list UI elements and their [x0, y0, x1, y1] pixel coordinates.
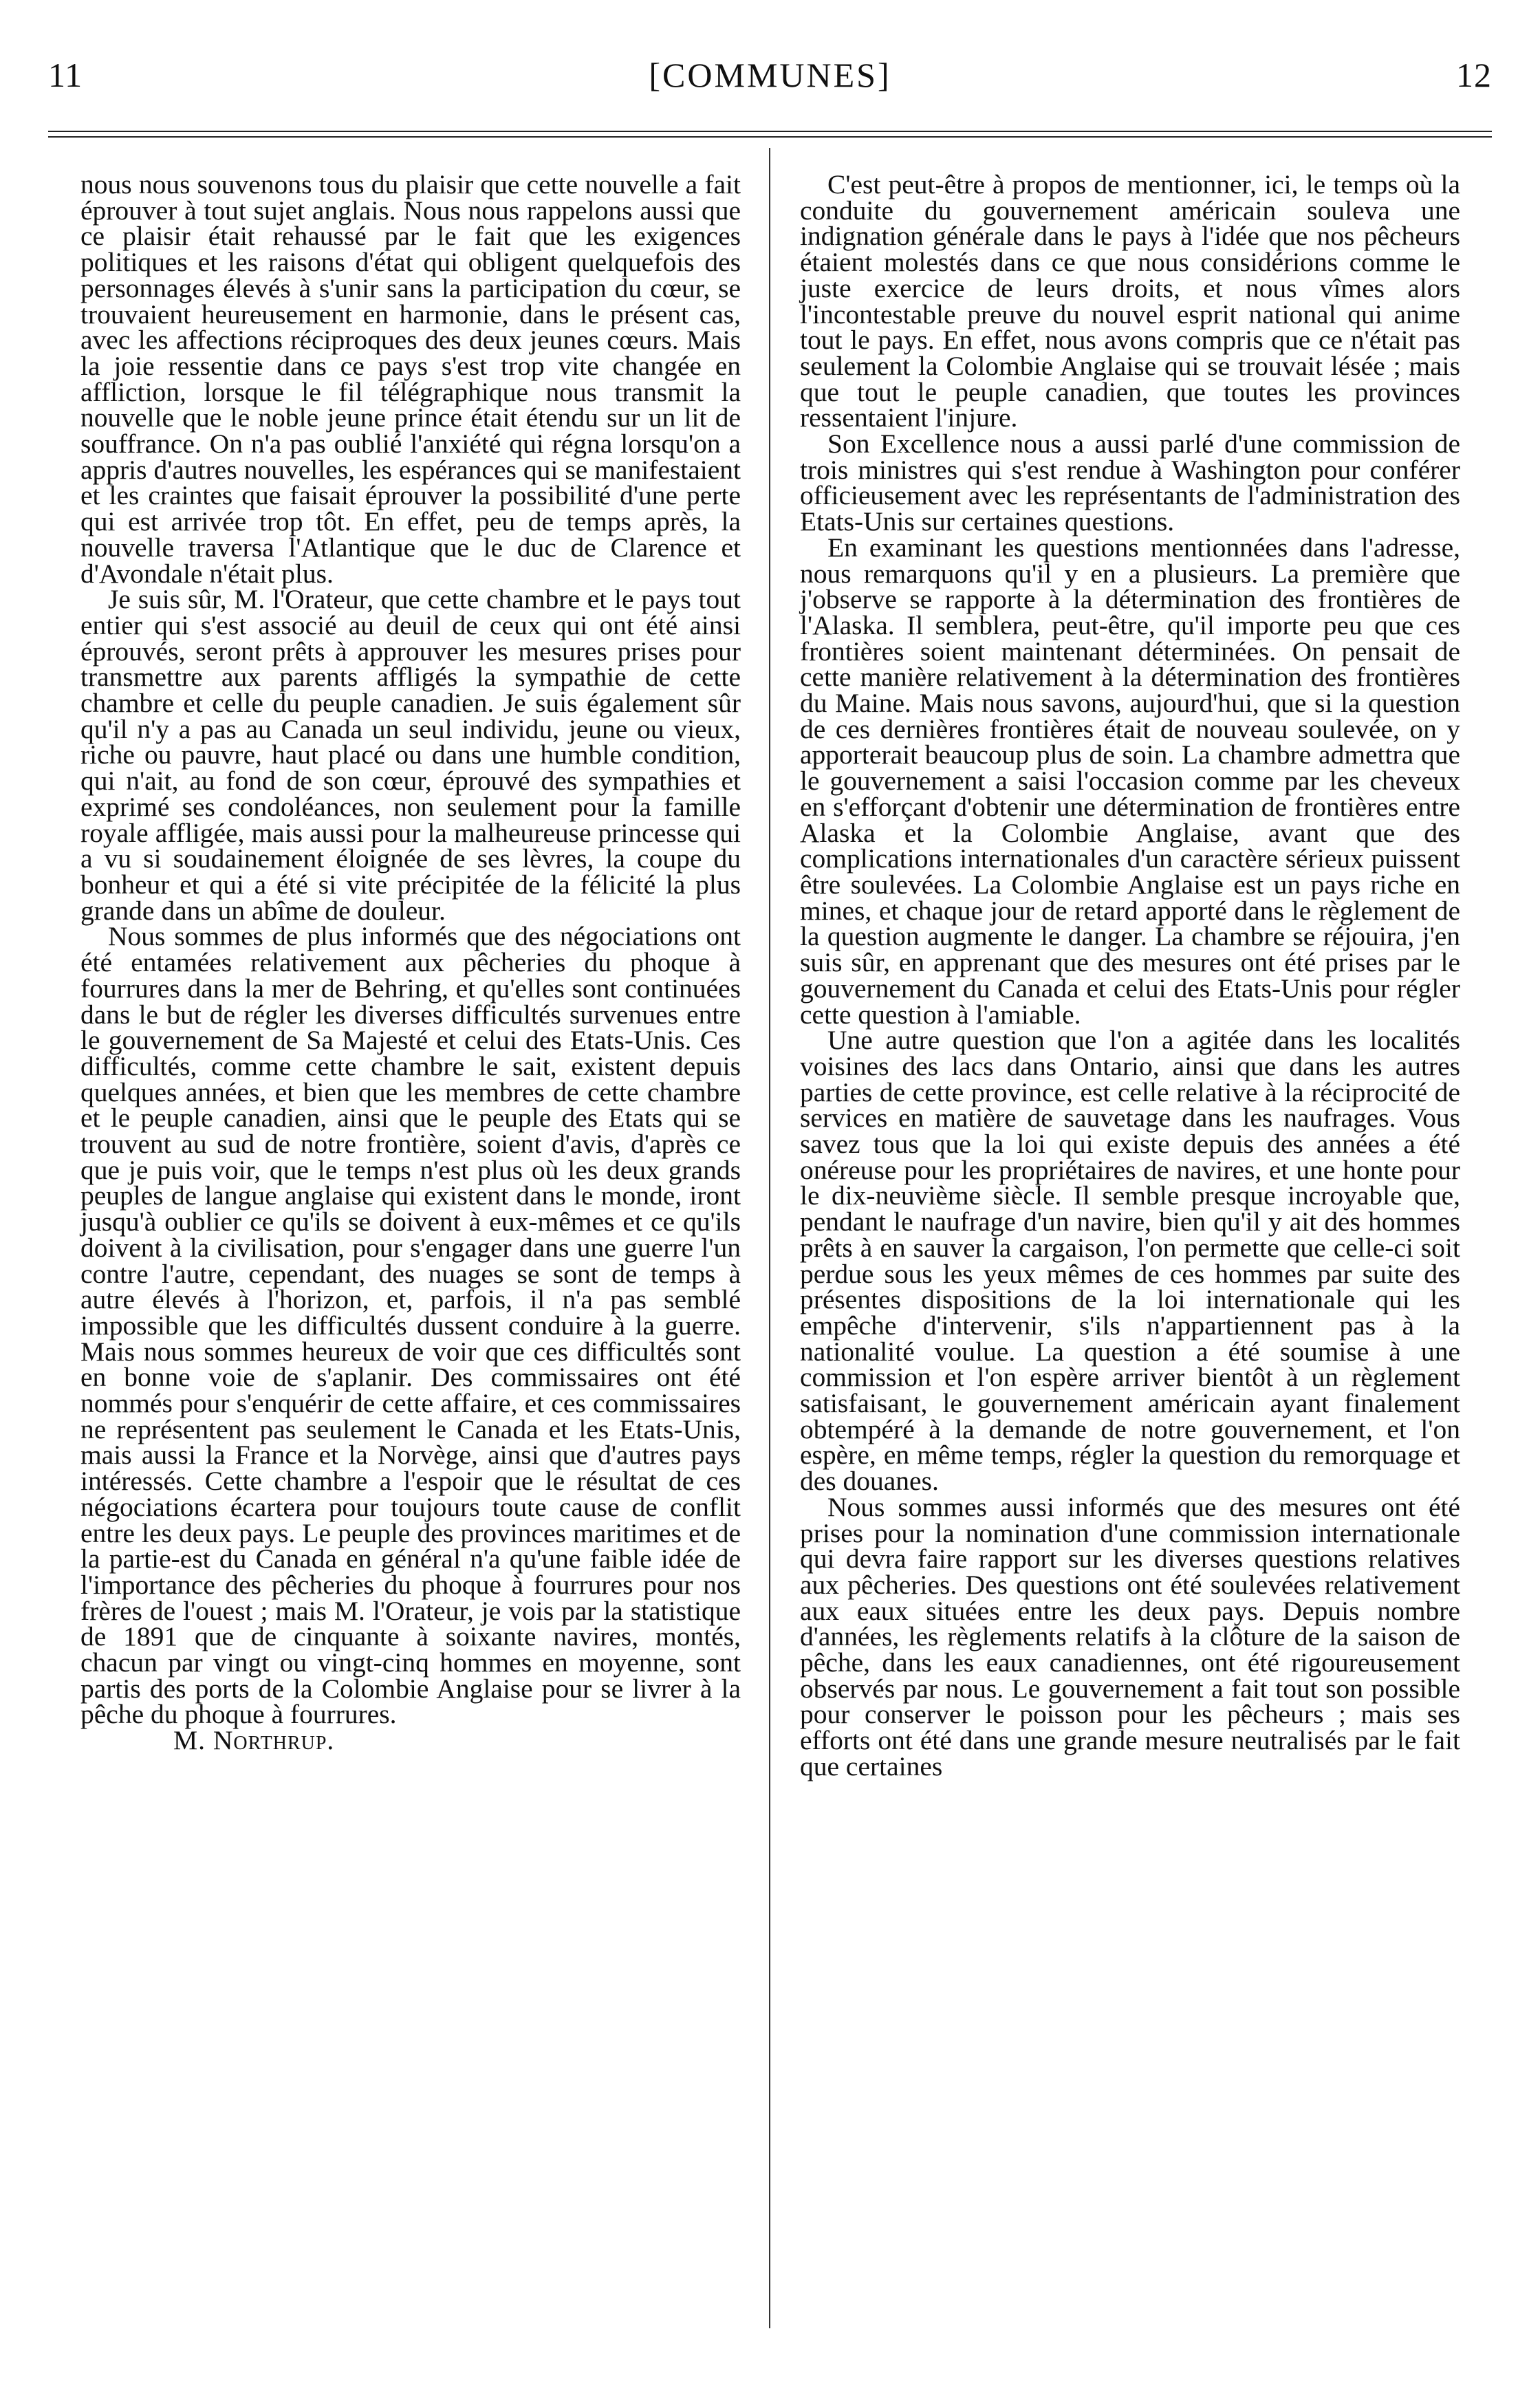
- right-column: [800, 169, 1460, 1781]
- left-column: [80, 169, 741, 1756]
- section-title: [COMMUNES]: [649, 56, 891, 94]
- paragraph: Je suis sûr, M. l'Orateur, que cette chambre et le pays tout entier qui s'est associé au deuil de ceux qui ont été ainsi éprouvés, seront prêts à approuver les mesures prises pour transmettre aux parents affligés la sympathie de cette chambre et celle du peuple canadien. Je suis également sûr qu'il n'y a pas au Canada un seul individu, jeune ou vieux, riche ou pauvre, haut placé ou dans une humble condition, qui n'ait, au fond de son cœur, éprouvé des sympathies et exprimé ses condoléances, non seulement pour la famille royale affligée, mais aussi pour la malheureuse princesse qui a vu si soudainement éloignée de ses lèvres, la coupe du bonheur et qui a été si vite précipitée de la félicité la plus grande dans un abîme de douleur.: [80, 584, 741, 926]
- column-divider: [769, 148, 770, 2328]
- paragraph: Son Excellence nous a aussi parlé d'une commission de trois ministres qui s'est rendue à Washington pour conférer officieusement avec les représentants de l'administration des Etats-Unis sur certaines questions.: [800, 429, 1460, 537]
- page-number-left: 11: [48, 56, 83, 94]
- header-rule-bottom: [48, 136, 1492, 138]
- page-number-right: 12: [1456, 56, 1492, 94]
- paragraph: C'est peut-être à propos de mentionner, ici, le temps où la conduite du gouvernement américain souleva une indignation générale dans le pays à l'idée que nos pêcheurs étaient molestés dans ce que nous considérions comme le juste exercice de leurs droits, et nous vîmes alors l'incontestable preuve du nouvel esprit national qui anime tout le pays. En effet, nous avons compris que ce n'était pas seulement la Colombie Anglaise qui se trouvait lésée ; mais que tout le peuple canadien, que toutes les provinces ressentaient l'injure.: [800, 169, 1460, 433]
- paragraph: En examinant les questions mentionnées dans l'adresse, nous remarquons qu'il y en a plusieurs. La première que j'observe se rapporte à la détermination des frontières de l'Alaska. Il semblera, peut-être, qu'il importe peu que ces frontières soient maintenant déterminées. On pensait de cette manière relativement à la détermination des frontières du Maine. Mais nous savons, aujourd'hui, que si la question de ces dernières frontières était de nouveau soulevée, on y apporterait beaucoup plus de soin. La chambre admettra que le gouvernement a saisi l'occasion comme par les cheveux en s'efforçant d'obtenir une détermination de frontières entre Alaska et la Colombie Anglaise, avant que des complications internationales d'un caractère sérieux puissent être soulevées. La Colombie Anglaise est un pays riche en mines, et chaque jour de retard apporté dans le règlement de la question augmente le danger. La chambre se réjouira, j'en suis sûr, en apprenant que des mesures ont été prises par le gouvernement du Canada et celui des Etats-Unis pour régler cette question à l'amiable.: [800, 532, 1460, 1030]
- paragraph: Nous sommes de plus informés que des négociations ont été entamées relativement aux pêcheries du phoque à fourrures dans la mer de Behring, et qu'elles sont continuées dans le but de régler les diverses difficultés survenues entre le gouvernement de Sa Majesté et celui des Etats-Unis. Ces difficultés, comme cette chambre le sait, existent depuis quelques années, et bien que les membres de cette chambre et le peuple canadien, ainsi que le peuple des Etats qui se trouvent au sud de notre frontière, soient d'avis, d'après ce que je puis voir, que le temps n'est plus où les deux grands peuples de langue anglaise qui existent dans le monde, iront jusqu'à oublier ce qu'ils se doivent à eux-mêmes et ce qu'ils doivent à la civilisation, pour s'engager dans une guerre l'un contre l'autre, cependant, des nuages se sont de temps à autre élevés à l'horizon, et, parfois, il n'a pas semblé impossible que les difficultés dussent conduire à la guerre. Mais nous sommes heureux de voir que ces difficultés sont en bonne voie de s'aplanir. Des commissaires ont été nommés pour s'enquérir de cette affaire, et ces commissaires ne représentent pas seulement le Canada et les Etats-Unis, mais aussi la France et la Norvège, ainsi que d'autres pays intéressés. Cette chambre a l'espoir que le résultat de ces négociations écartera pour toujours toute cause de conflit entre les deux pays. Le peuple des provinces maritimes et de la partie-est du Canada en général n'a qu'une faible idée de l'importance des pêcheries du phoque à fourrures pour nos frères de l'ouest ; mais M. l'Orateur, je vois par la statistique de 1891 que de cinquante à soixante navires, montés, chacun par vingt ou vingt-cinq hommes en moyenne, sont partis des ports de la Colombie Anglaise pour se livrer à la pêche du phoque à fourrures.: [80, 921, 741, 1730]
- page-header: [48, 48, 1492, 103]
- paragraph: Nous sommes aussi informés que des mesures ont été prises pour la nomination d'une commission internationale qui devra faire rapport sur les diverses questions relatives aux pêcheries. Des questions ont été soulevées relativement aux eaux situées entre les deux pays. Depuis nombre d'années, les règlements relatifs à la clôture de la saison de pêche, dans les eaux canadiennes, ont été rigoureusement observés par nous. Le gouvernement a fait tout son possible pour conserver le poisson pour les pêcheurs ; mais ses efforts ont été dans une grande mesure neutralisés par le fait que certaines: [800, 1491, 1460, 1781]
- paragraph: nous nous souvenons tous du plaisir que cette nouvelle a fait éprouver à tout sujet anglais. Nous nous rappelons aussi que ce plaisir était rehaussé par le fait que les exigences politiques et les raisons d'état qui obligent quelquefois des personnages élevés à s'unir sans la participation du cœur, se trouvaient heureusement en harmonie, dans le présent cas, avec les affections réciproques des deux jeunes cœurs. Mais la joie ressentie dans ce pays s'est trop vite changée en affliction, lorsque le fil télégraphique nous transmit la nouvelle que le noble jeune prince était étendu sur un lit de souffrance. On n'a pas oublié l'anxiété qui régna lorsqu'on a appris d'autres nouvelles, les espérances qui se manifestaient et les craintes que faisait éprouver la possibilité d'une perte qui est arrivée trop tôt. En effet, peu de temps après, la nouvelle traversa l'Atlantique que le duc de Clarence et d'Avondale n'était plus.: [80, 169, 741, 589]
- paragraph: Une autre question que l'on a agitée dans les localités voisines des lacs dans Ontario, ainsi que dans les autres parties de cette province, est celle relative à la réciprocité de services en matière de sauvetage dans les naufrages. Vous savez tous que la loi qui existe depuis des années a été onéreuse pour les propriétaires de navires, et une honte pour le dix-neuvième siècle. Il semble presque incroyable que, pendant le naufrage d'un navire, bien qu'il y ait des hommes prêts à en sauver la cargaison, l'on permette que celle-ci soit perdue sous les yeux mêmes de ces hommes par suite des présentes dispositions de la loi internationale qui les empêche d'intervenir, s'ils n'appartiennent pas à la nationalité voulue. La question a été soumise à une commission et l'on espère arriver bientôt à un règlement satisfaisant, le gouvernement américain ayant finalement obtempéré à la demande de notre gouvernement, et l'on espère, en même temps, régler la question du remorquage et des douanes.: [800, 1025, 1460, 1497]
- header-rule-top: [48, 131, 1492, 132]
- speaker-signature: M. Northrup.: [173, 1725, 335, 1756]
